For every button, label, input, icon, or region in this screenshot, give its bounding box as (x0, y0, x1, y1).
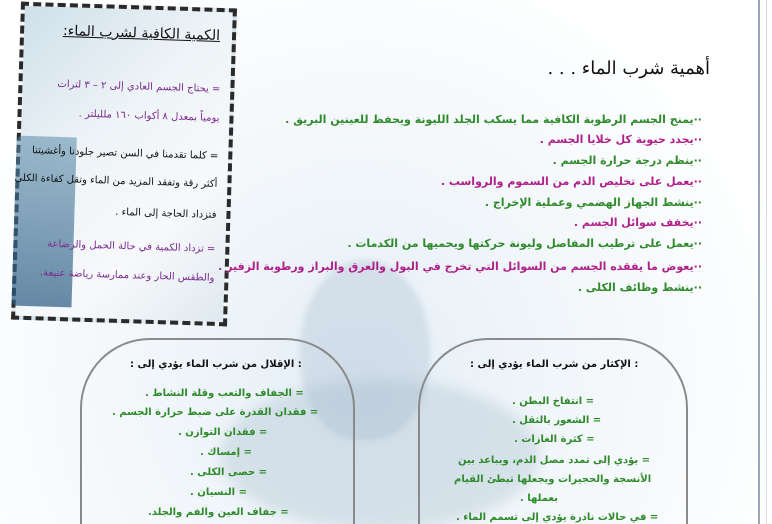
quantity-line-7: والطقس الحار وعند ممارسة رياضة عنيفة. (39, 267, 215, 284)
excess-item: = الشعور بالثقل . (512, 415, 602, 426)
excess-item: الأنسجة والحجيرات ويجعلها تبطئ القيام (454, 474, 652, 485)
benefit-item: ··ينظم درجة حرارة الجسم . (552, 154, 702, 167)
quantity-line-3: = كلما تقدمنا في السن تصير جلودنا وأغشيتنا (31, 145, 219, 162)
page-border-inner (766, 0, 767, 524)
excess-title: : الإكثار من شرب الماء يؤدي إلى : (470, 359, 639, 370)
water-quantity-box (11, 2, 237, 327)
quantity-line-6: = تزداد الكمية في حالة الحمل والرضاعة (46, 238, 216, 255)
quantity-line-1: = يحتاج الجسم العادي إلى ٢ – ٣ لترات (57, 78, 221, 95)
quantity-line-2: يومياً بمعدل ٨ أكواب ١٦٠ ملليلتر . (78, 108, 220, 124)
water-quantity-title: الكمية الكافية لشرب الماء: (62, 23, 221, 44)
page-border (758, 0, 760, 524)
deficiency-item: = الجفاف والتعب وقلة النشاط . (145, 388, 304, 399)
benefit-item: ··يعمل على تخليص الدم من السموم والرواسب . (440, 175, 702, 188)
deficiency-item: = إمساك . (200, 447, 252, 458)
benefit-item: ··يمنح الجسم الرطوبة الكافية مما يسكب الجلد الليونة ويحفظ للعينين البريق . (285, 113, 702, 126)
excess-item: = في حالات نادرة يؤدي إلى تسمم الماء . (456, 512, 659, 523)
quantity-line-4: أكثر رقة وتفقد المزيد من الماء وتقل كفاءة الكلى (14, 172, 218, 190)
deficiency-item: = حصى الكلى . (190, 467, 267, 478)
benefit-item: ··يجدد حيوية كل خلايا الجسم . (539, 133, 702, 146)
excess-item: = كثرة الغازات . (514, 434, 595, 445)
excess-item: = يؤدي إلى تمدد مصل الدم، ويباعد بين (458, 455, 651, 466)
benefit-item: ··ينشط الجهاز الهضمي وعملية الإخراج . (484, 196, 702, 209)
quantity-line-5: فتزداد الحاجة إلى الماء . (115, 206, 217, 221)
benefit-item: ··يعمل على ترطيب المفاصل وليونة حركتها ويحميها من الكدمات . (347, 237, 702, 250)
page-title: أهمية شرب الماء . . . (547, 58, 710, 79)
excess-item: بعملها . (520, 493, 558, 504)
deficiency-item: = فقدان القدرة على ضبط حرارة الجسم . (112, 407, 319, 418)
deficiency-item: = جفاف العين والفم والجلد. (148, 507, 289, 518)
deficiency-title: : الإقلال من شرب الماء يؤدي إلى : (130, 359, 302, 370)
benefit-item: ··ينشط وظائف الكلى . (577, 281, 702, 294)
excess-item: = انتفاخ البطن . (512, 396, 595, 407)
deficiency-item: = فقدان التوازن . (178, 427, 268, 438)
benefit-item: ··يخفف سوائل الجسم . (573, 216, 702, 229)
water-glass-image (11, 136, 76, 308)
deficiency-item: = النسيان . (190, 487, 247, 498)
benefit-item: ··يعوض ما يفقده الجسم من السوائل التي تخرج في البول والعرق والبراز ورطوبة الزفير . (218, 260, 702, 273)
